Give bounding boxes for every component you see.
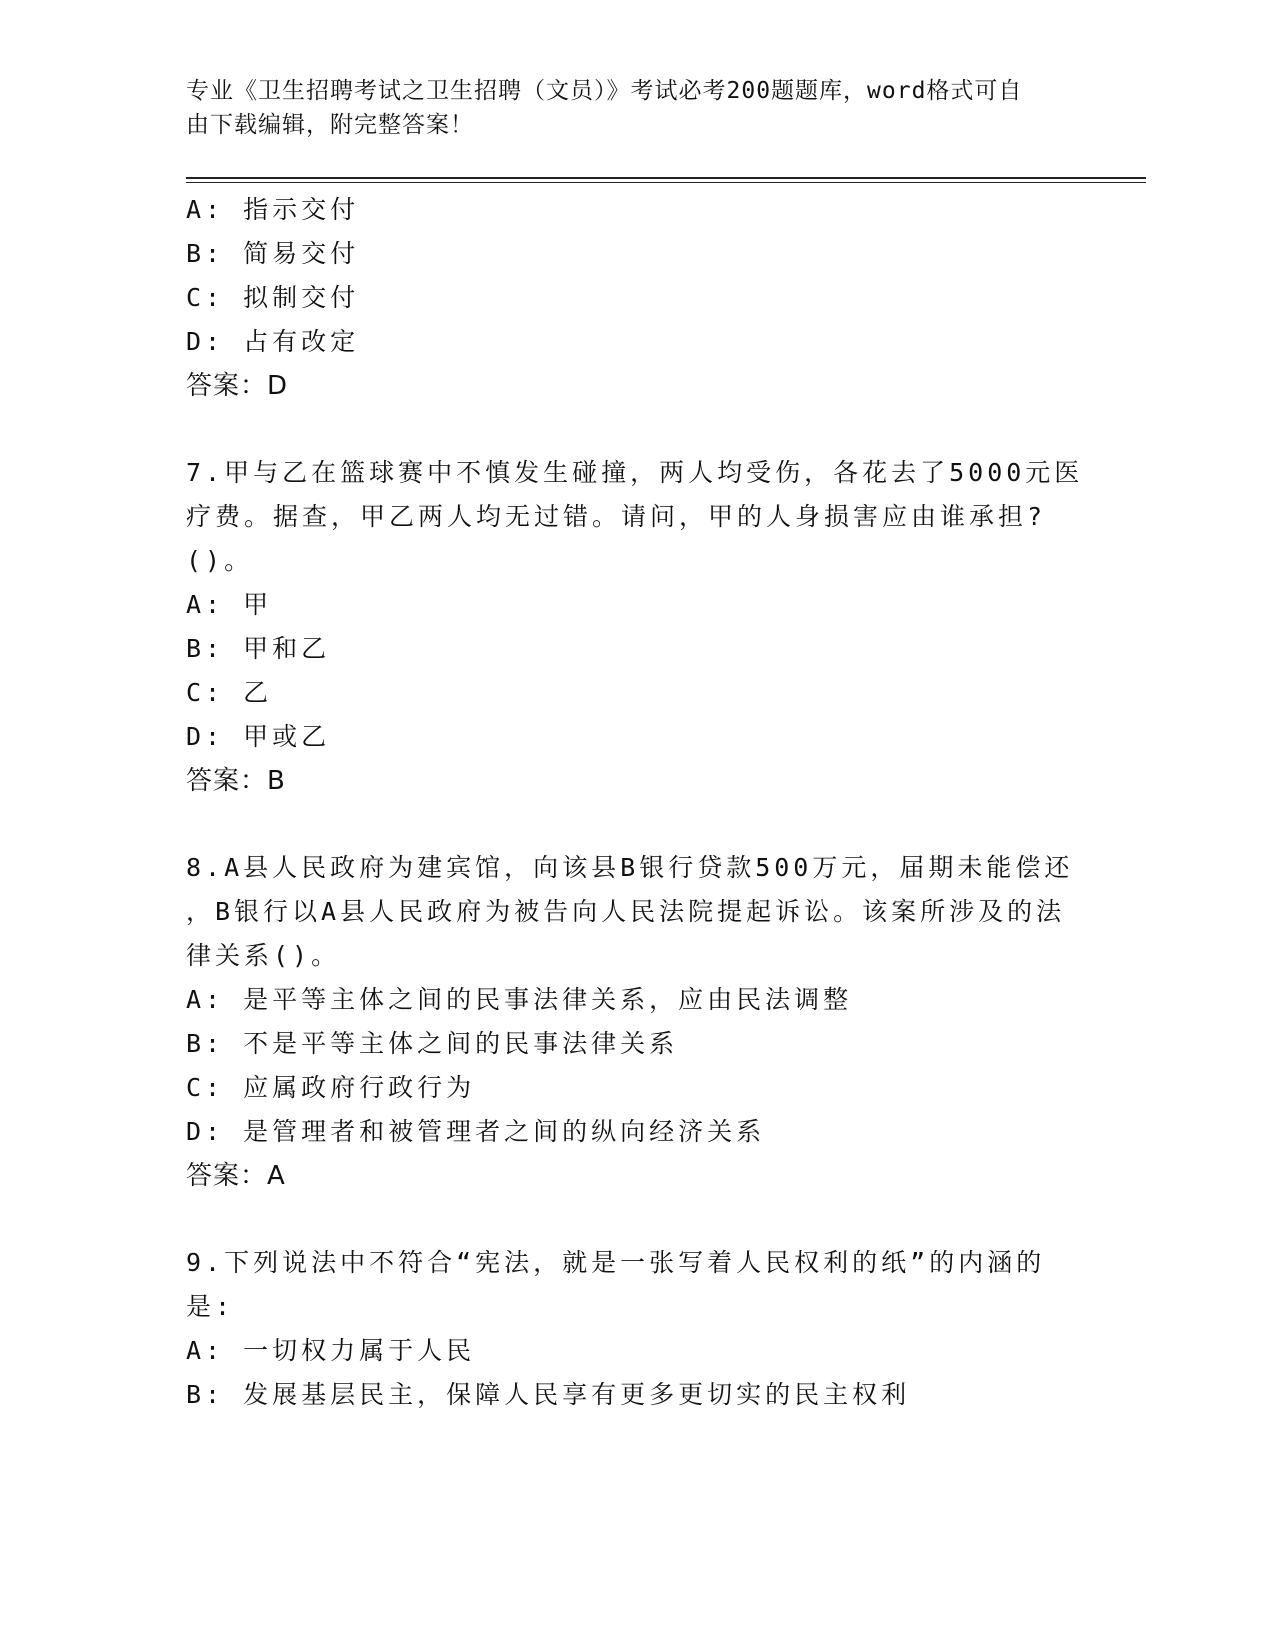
prev-option-d: D: 占有改定 (186, 327, 360, 356)
document-header (186, 74, 1086, 142)
q9-stem-line-1: 9.下列说法中不符合“宪法，就是一张写着人民权利的纸”的内涵的 (186, 1248, 1046, 1277)
header-divider-thin (186, 182, 1146, 183)
q7-stem-line-3: ()。 (186, 546, 254, 575)
prev-option-c: C: 拟制交付 (186, 283, 360, 312)
prev-option-b: B: 简易交付 (186, 239, 360, 268)
q8-option-d: D: 是管理者和被管理者之间的纵向经济关系 (186, 1117, 766, 1146)
q8-option-b: B: 不是平等主体之间的民事法律关系 (186, 1029, 679, 1058)
q7-option-c: C: 乙 (186, 678, 273, 707)
q8-stem-line-3: 律关系()。 (186, 941, 341, 970)
header-line-1: 专业《卫生招聘考试之卫生招聘（文员）》考试必考200题题库，word格式可自 (186, 78, 1023, 104)
q9-option-a: A: 一切权力属于人民 (186, 1336, 476, 1365)
q8-option-c: C: 应属政府行政行为 (186, 1073, 476, 1102)
q9-option-b: B: 发展基层民主，保障人民享有更多更切实的民主权利 (186, 1380, 911, 1409)
header-line-2: 由下载编辑，附完整答案！ (186, 112, 474, 138)
q7-option-d: D: 甲或乙 (186, 722, 331, 751)
q7-stem-line-1: 7.甲与乙在篮球赛中不慎发生碰撞，两人均受伤，各花去了5000元医 (186, 458, 1084, 487)
q7-option-b: B: 甲和乙 (186, 634, 331, 663)
q8-answer: 答案：A (186, 1161, 286, 1191)
q8-option-a: A: 是平等主体之间的民事法律关系，应由民法调整 (186, 985, 853, 1014)
prev-answer: 答案：D (186, 371, 289, 401)
header-divider (186, 177, 1146, 179)
q8-stem-line-1: 8.A县人民政府为建宾馆，向该县B银行贷款500万元，届期未能偿还 (186, 853, 1074, 882)
prev-option-a: A: 指示交付 (186, 195, 360, 224)
q7-stem-line-2: 疗费。据查，甲乙两人均无过错。请问，甲的人身损害应由谁承担? (186, 502, 1047, 531)
q9-stem-line-2: 是: (186, 1292, 235, 1321)
q7-answer: 答案：B (186, 766, 286, 796)
q8-stem-line-2: ，B银行以A县人民政府为被告向人民法院提起诉讼。该案所涉及的法 (186, 897, 1066, 926)
q7-option-a: A: 甲 (186, 590, 273, 619)
